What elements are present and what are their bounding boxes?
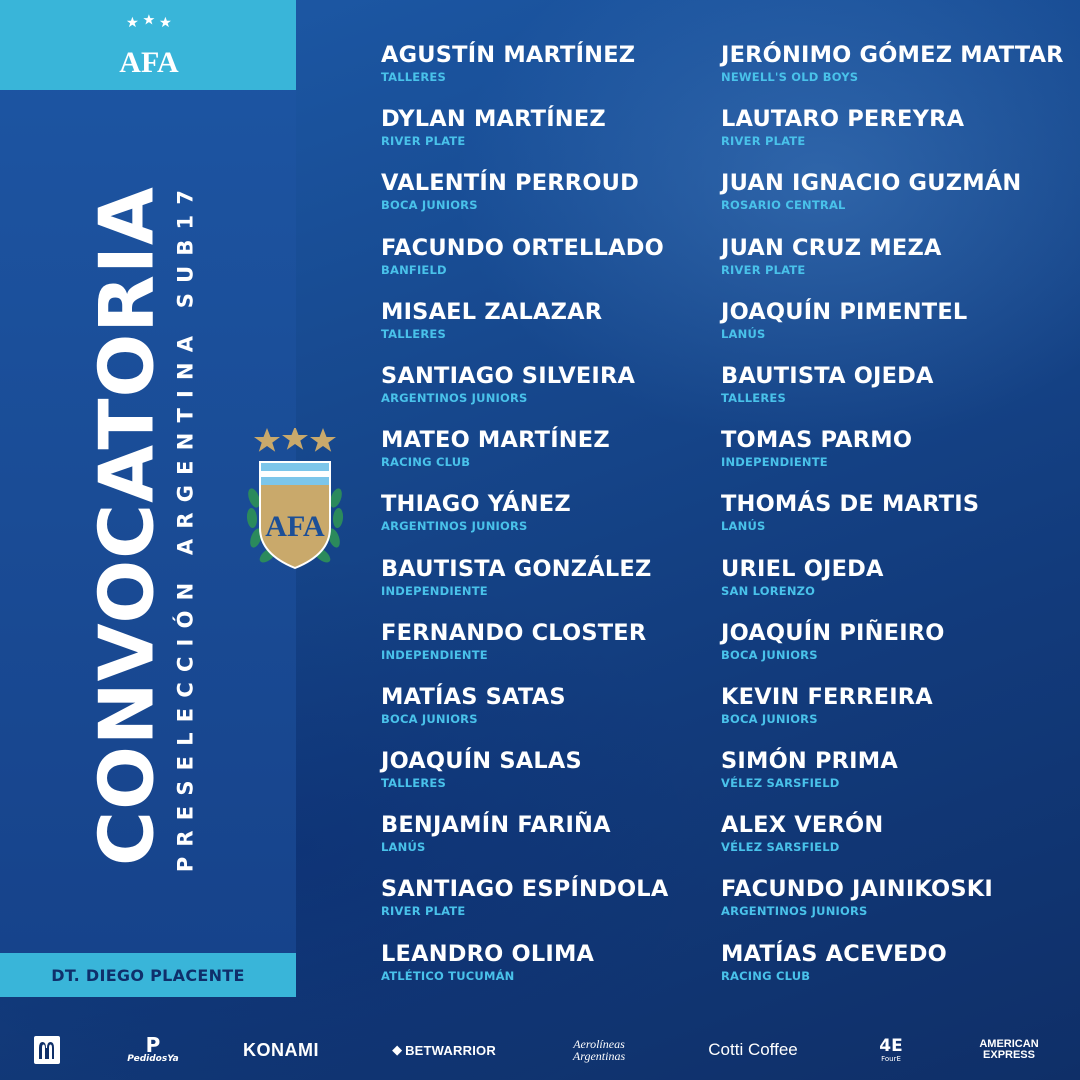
player-item	[721, 618, 1064, 682]
logo-text: AFA	[119, 46, 179, 79]
player-name: FACUNDO ORTELLADO	[381, 234, 664, 261]
coach-banner	[0, 953, 296, 997]
player-name: JUAN CRUZ MEZA	[721, 234, 942, 261]
player-name: BAUTISTA GONZÁLEZ	[381, 555, 652, 582]
player-club: ROSARIO CENTRAL	[721, 198, 846, 213]
player-club: LANÚS	[381, 840, 426, 855]
player-name: FACUNDO JAINIKOSKI	[721, 876, 993, 903]
pedidosya-logo	[120, 1020, 186, 1080]
page-subtitle: PRESELECCIÓN ARGENTINA SUB17	[173, 179, 198, 873]
player-item	[721, 489, 1064, 553]
player-club: ARGENTINOS JUNIORS	[721, 904, 868, 919]
player-club: BOCA JUNIORS	[721, 647, 818, 662]
coach-name: DT. DIEGO PLACENTE	[51, 965, 245, 985]
player-name: FERNANDO CLOSTER	[381, 619, 647, 646]
aerolineas-line2: Argentinas	[572, 1049, 626, 1063]
player-item	[381, 554, 668, 618]
player-club: RIVER PLATE	[721, 262, 806, 277]
player-name: SIMÓN PRIMA	[721, 748, 898, 775]
player-name: THOMÁS DE MARTIS	[721, 491, 980, 518]
player-item	[381, 425, 668, 489]
player-name: LEANDRO OLIMA	[381, 940, 595, 967]
player-club: ARGENTINOS JUNIORS	[381, 390, 528, 405]
roster-column-right	[721, 40, 1064, 1003]
page-title: CONVOCATORIA	[82, 186, 171, 866]
cotti-coffee-text: Cotti Coffee	[708, 1040, 798, 1059]
foure-icon: 4E	[879, 1035, 903, 1056]
foure-text: FourE	[881, 1054, 901, 1063]
player-item	[381, 939, 668, 1003]
player-club: TALLERES	[721, 390, 786, 405]
player-name: DYLAN MARTÍNEZ	[381, 106, 606, 133]
player-club: RACING CLUB	[381, 455, 471, 470]
afa-logo-icon	[118, 10, 180, 80]
player-item	[721, 939, 1064, 1003]
player-item	[721, 104, 1064, 168]
player-club: INDEPENDIENTE	[381, 583, 488, 598]
player-item	[381, 104, 668, 168]
player-club: SAN LORENZO	[721, 583, 816, 598]
player-item	[381, 168, 668, 232]
player-item	[381, 361, 668, 425]
player-name: SANTIAGO SILVEIRA	[381, 362, 636, 389]
player-name: JUAN IGNACIO GUZMÁN	[721, 170, 1022, 197]
player-item	[721, 682, 1064, 746]
player-name: LAUTARO PEREYRA	[721, 106, 965, 133]
cotti-coffee-logo	[693, 1020, 813, 1080]
player-item	[381, 874, 668, 938]
konami-logo	[238, 1020, 324, 1080]
player-name: AGUSTÍN MARTÍNEZ	[381, 42, 636, 68]
player-name: JOAQUÍN PIMENTEL	[721, 298, 968, 325]
foure-logo	[872, 1020, 910, 1080]
player-name: THIAGO YÁNEZ	[381, 491, 571, 518]
player-item	[381, 40, 668, 104]
konami-text: KONAMI	[243, 1039, 319, 1060]
player-name: URIEL OJEDA	[721, 555, 884, 582]
amex-line1: AMERICAN	[979, 1038, 1039, 1050]
player-name: MATÍAS SATAS	[381, 683, 566, 710]
player-club: NEWELL'S OLD BOYS	[721, 70, 859, 84]
betwarrior-logo	[385, 1020, 503, 1080]
sponsor-bar	[0, 1020, 1080, 1080]
player-item	[381, 682, 668, 746]
player-name: JERÓNIMO GÓMEZ MATTAR	[721, 42, 1064, 68]
player-club: RIVER PLATE	[381, 134, 466, 149]
pedidosya-text: PedidosYa	[127, 1053, 179, 1064]
player-club: RIVER PLATE	[721, 134, 806, 149]
player-item	[381, 810, 668, 874]
aerolineas-line1: Aerolíneas	[573, 1037, 625, 1051]
player-name: TOMAS PARMO	[721, 427, 913, 454]
player-item	[381, 746, 668, 810]
player-club: LANÚS	[721, 519, 766, 534]
logo-box	[0, 0, 296, 90]
player-name: VALENTÍN PERROUD	[381, 170, 640, 197]
player-name: MATÍAS ACEVEDO	[721, 940, 947, 967]
player-club: BANFIELD	[381, 262, 447, 277]
amex-logo	[966, 1020, 1052, 1080]
player-club: VÉLEZ SARSFIELD	[721, 840, 840, 855]
player-club: RACING CLUB	[721, 968, 811, 983]
mcdonalds-icon	[34, 1036, 60, 1064]
player-name: SANTIAGO ESPÍNDOLA	[381, 876, 669, 903]
player-club: INDEPENDIENTE	[381, 647, 488, 662]
aerolineas-logo	[562, 1020, 636, 1080]
player-item	[721, 810, 1064, 874]
player-club: TALLERES	[381, 70, 446, 84]
player-item	[721, 425, 1064, 489]
player-name: JOAQUÍN SALAS	[381, 748, 582, 775]
player-item	[721, 361, 1064, 425]
player-item	[381, 618, 668, 682]
player-club: ATLÉTICO TUCUMÁN	[381, 968, 515, 983]
afa-crest-icon	[246, 428, 344, 574]
mcdonalds-logo	[33, 1020, 61, 1080]
player-name: KEVIN FERREIRA	[721, 683, 933, 710]
roster-column-left	[381, 40, 668, 1003]
betwarrior-icon: ◆	[392, 1042, 403, 1058]
pedidosya-icon: P	[145, 1032, 161, 1057]
player-club: LANÚS	[721, 326, 766, 341]
player-item	[721, 746, 1064, 810]
player-item	[721, 233, 1064, 297]
betwarrior-text: BETWARRIOR	[405, 1042, 496, 1058]
player-name: MATEO MARTÍNEZ	[381, 427, 610, 454]
player-name: ALEX VERÓN	[721, 812, 884, 839]
player-club: BOCA JUNIORS	[721, 711, 818, 726]
amex-line2: EXPRESS	[983, 1049, 1035, 1061]
player-club: VÉLEZ SARSFIELD	[721, 776, 840, 791]
player-item	[721, 874, 1064, 938]
player-item	[721, 297, 1064, 361]
player-name: JOAQUÍN PIÑEIRO	[721, 619, 945, 646]
player-item	[721, 40, 1064, 104]
player-club: TALLERES	[381, 776, 446, 791]
player-name: MISAEL ZALAZAR	[381, 298, 603, 325]
player-name: BAUTISTA OJEDA	[721, 362, 934, 389]
player-club: RIVER PLATE	[381, 904, 466, 919]
player-club: BOCA JUNIORS	[381, 711, 478, 726]
player-club: TALLERES	[381, 326, 446, 341]
player-item	[381, 233, 668, 297]
crest-text: AFA	[265, 510, 325, 543]
player-item	[381, 297, 668, 361]
player-club: BOCA JUNIORS	[381, 198, 478, 213]
player-club: ARGENTINOS JUNIORS	[381, 519, 528, 534]
player-item	[721, 554, 1064, 618]
player-name: BENJAMÍN FARIÑA	[381, 812, 611, 839]
player-item	[721, 168, 1064, 232]
player-club: INDEPENDIENTE	[721, 455, 828, 470]
player-item	[381, 489, 668, 553]
